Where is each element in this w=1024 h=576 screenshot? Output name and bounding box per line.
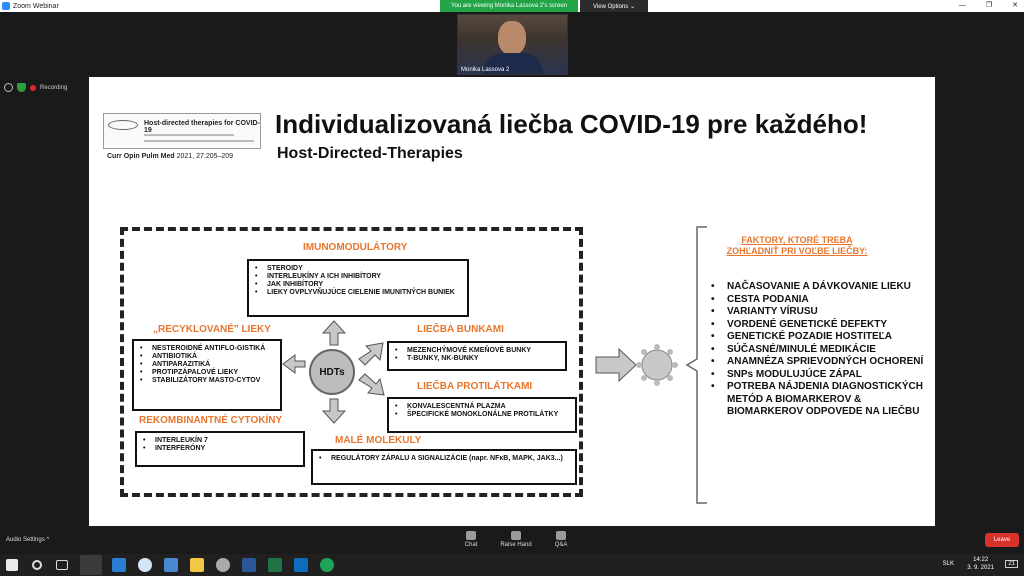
info-icon[interactable] <box>4 83 13 92</box>
list-item: • JAK INHIBÍTORY <box>255 281 461 289</box>
audio-settings-button[interactable]: Audio Settings ^ <box>6 537 50 543</box>
arrow-up <box>323 321 345 345</box>
qa-icon <box>556 531 566 540</box>
viewing-screen-banner: You are viewing Monika Lassova 2's screen <box>440 0 578 12</box>
factor-item: • SNPs MODULUJÚCE ZÁPAL <box>709 369 924 382</box>
list-item: • ANTIPARAZITIKÁ <box>140 361 274 369</box>
recording-dot-icon <box>30 85 36 91</box>
citation-detail: 2021, 27:205–209 <box>176 153 234 160</box>
antibodies-title: LIEČBA PROTILÁTKAMI <box>417 381 533 392</box>
slide-subtitle: Host-Directed-Therapies <box>277 145 463 162</box>
mail-app-icon[interactable] <box>112 558 126 572</box>
citation-journal: Curr Opin Pulm Med <box>107 153 175 160</box>
cells-box <box>387 341 567 371</box>
factor-item: • VORDENÉ GENETICKÉ DEFEKTY <box>709 319 924 332</box>
encryption-shield-icon[interactable] <box>17 83 26 92</box>
antibodies-box <box>387 397 577 433</box>
factor-item: • POTREBA NÁJDENIA DIAGNOSTICKÝCH METÓD A BIOMARKEROV & BIOMARKEROV ODPOVEDE NA LIEČBU <box>709 381 924 419</box>
list-item: • KONVALESCENTNÁ PLAZMA <box>395 403 569 411</box>
hand-icon <box>511 531 521 540</box>
factor-item: • GENETICKÉ POZADIE HOSTITEĽA <box>709 331 924 344</box>
zoom-control-bar <box>0 530 1024 554</box>
leave-button[interactable]: Leave <box>985 533 1019 547</box>
factor-item: • SÚČASNÉ/MINULÉ MEDIKÁCIE <box>709 344 924 357</box>
list-item: • T-BUNKY, NK-BUNKY <box>395 355 559 363</box>
recycled-box <box>132 339 282 411</box>
speaker-name: Monika Lassova 2 <box>461 67 510 73</box>
speaker-video-thumbnail[interactable] <box>457 14 568 75</box>
qa-label: Q&A <box>554 542 568 548</box>
factor-item: • ANAMNÉZA SPRIEVODNÝCH OCHORENÍ <box>709 356 924 369</box>
list-item: • INTERFERÓNY <box>143 445 297 453</box>
factor-item: • VARIANTY VÍRUSU <box>709 306 924 319</box>
word-icon[interactable] <box>242 558 256 572</box>
arrow-up-right <box>359 343 383 365</box>
imuno-title: IMUNOMODULÁTORY <box>303 242 408 253</box>
chat-label: Chat <box>464 542 478 548</box>
arrow-down-right <box>359 374 384 395</box>
list-item: • ANTIBIOTIKÁ <box>140 353 274 361</box>
factors-title: FAKTORY, KTORÉ TREBA ZOHĽADNIŤ PRI VOĽBE LIEČBY: <box>726 235 868 256</box>
maximize-button[interactable]: ❐ <box>985 2 993 9</box>
cells-title: LIEČBA BUNKAMI <box>417 324 504 335</box>
list-item: • PROTIPZÁPALOVÉ LIEKY <box>140 369 274 377</box>
outlook-icon[interactable] <box>294 558 308 572</box>
arrow-left <box>283 355 305 373</box>
small-molecules-title: MALÉ MOLEKULY <box>335 435 422 446</box>
language-indicator[interactable]: SLK <box>942 561 954 567</box>
clock[interactable] <box>967 556 994 572</box>
clock-date: 3. 9. 2021 <box>967 565 994 571</box>
clock-time: 14:22 <box>973 557 989 563</box>
imuno-box <box>247 259 469 317</box>
window-title: Zoom Webinar <box>13 2 59 10</box>
cytokines-box <box>135 431 305 467</box>
slide-title: Individualizovaná liečba COVID-19 pre každého! <box>275 109 868 139</box>
task-view-icon[interactable] <box>56 560 68 570</box>
list-item: • INTERLEUKÍNY A ICH INHIBÍTORY <box>255 273 461 281</box>
recording-label: Recording <box>40 84 68 91</box>
raise-hand-button[interactable] <box>494 530 538 548</box>
cytokines-title: REKOMBINANTNÉ CYTOKÍNY <box>139 415 283 426</box>
list-item: • LIEKY OVPLYVŇUJÚCE CIELENIE IMUNITNÝCH BUNIEK <box>255 289 461 297</box>
excel-icon[interactable] <box>268 558 282 572</box>
settings-gear-icon[interactable] <box>216 558 230 572</box>
list-item: • INTERLEUKÍN 7 <box>143 437 297 445</box>
factor-item: • NAČASOVANIE A DÁVKOVANIE LIEKU <box>709 281 924 294</box>
factor-item: • CESTA PODANIA <box>709 294 924 307</box>
minimize-button[interactable]: — <box>958 2 966 9</box>
small-molecules-box <box>311 449 577 485</box>
hdts-hub: HDTs <box>309 349 355 395</box>
meeting-status <box>4 83 67 92</box>
app-icon[interactable] <box>164 558 178 572</box>
edge-browser-icon[interactable] <box>320 558 334 572</box>
recycled-title: „RECYKLOVANÉ" LIEKY <box>153 324 271 335</box>
list-item: • MEZENCHÝMOVÉ KMEŇOVÉ BUNKY <box>395 347 559 355</box>
qa-button[interactable] <box>539 530 583 548</box>
paper-title: Host-directed therapies for COVID-19 <box>144 120 260 134</box>
view-options-button[interactable]: View Options ⌄ <box>580 0 648 12</box>
photos-app-icon[interactable] <box>138 558 152 572</box>
factors-bracket <box>687 227 707 503</box>
windows-taskbar <box>0 554 1024 576</box>
windows-start-icon[interactable] <box>6 559 18 571</box>
coronavirus-icon <box>636 344 678 386</box>
close-button[interactable]: ✕ <box>1012 2 1018 9</box>
speaker-head <box>498 21 526 55</box>
list-item: • NESTEROIDNÉ ANTIFLO-GISTIKÁ <box>140 345 274 353</box>
factors-list <box>709 281 924 419</box>
presentation-slide <box>89 77 935 526</box>
arrow-down <box>323 399 345 423</box>
list-item: • STABILIZÁTORY MASTO-CYTOV <box>140 377 274 385</box>
raise-hand-label: Raise Hand <box>500 542 532 548</box>
list-item: • ŠPECIFICKÉ MONOKLONÁLNE PROTILÁTKY <box>395 411 569 419</box>
notifications-badge[interactable]: 21 <box>1005 560 1018 568</box>
arrow-to-virus <box>596 349 636 381</box>
chat-icon <box>466 531 476 540</box>
search-icon[interactable] <box>32 560 42 570</box>
list-item: • STEROIDY <box>255 265 461 273</box>
zoom-taskbar-icon[interactable] <box>80 555 102 575</box>
chat-button[interactable] <box>449 530 493 548</box>
list-item: • REGULÁTORY ZÁPALU A SIGNALIZÁCIE (napr. NFκB, MAPK, JAK3...) <box>319 455 569 463</box>
zoom-app-icon <box>2 2 10 10</box>
file-explorer-icon[interactable] <box>190 558 204 572</box>
